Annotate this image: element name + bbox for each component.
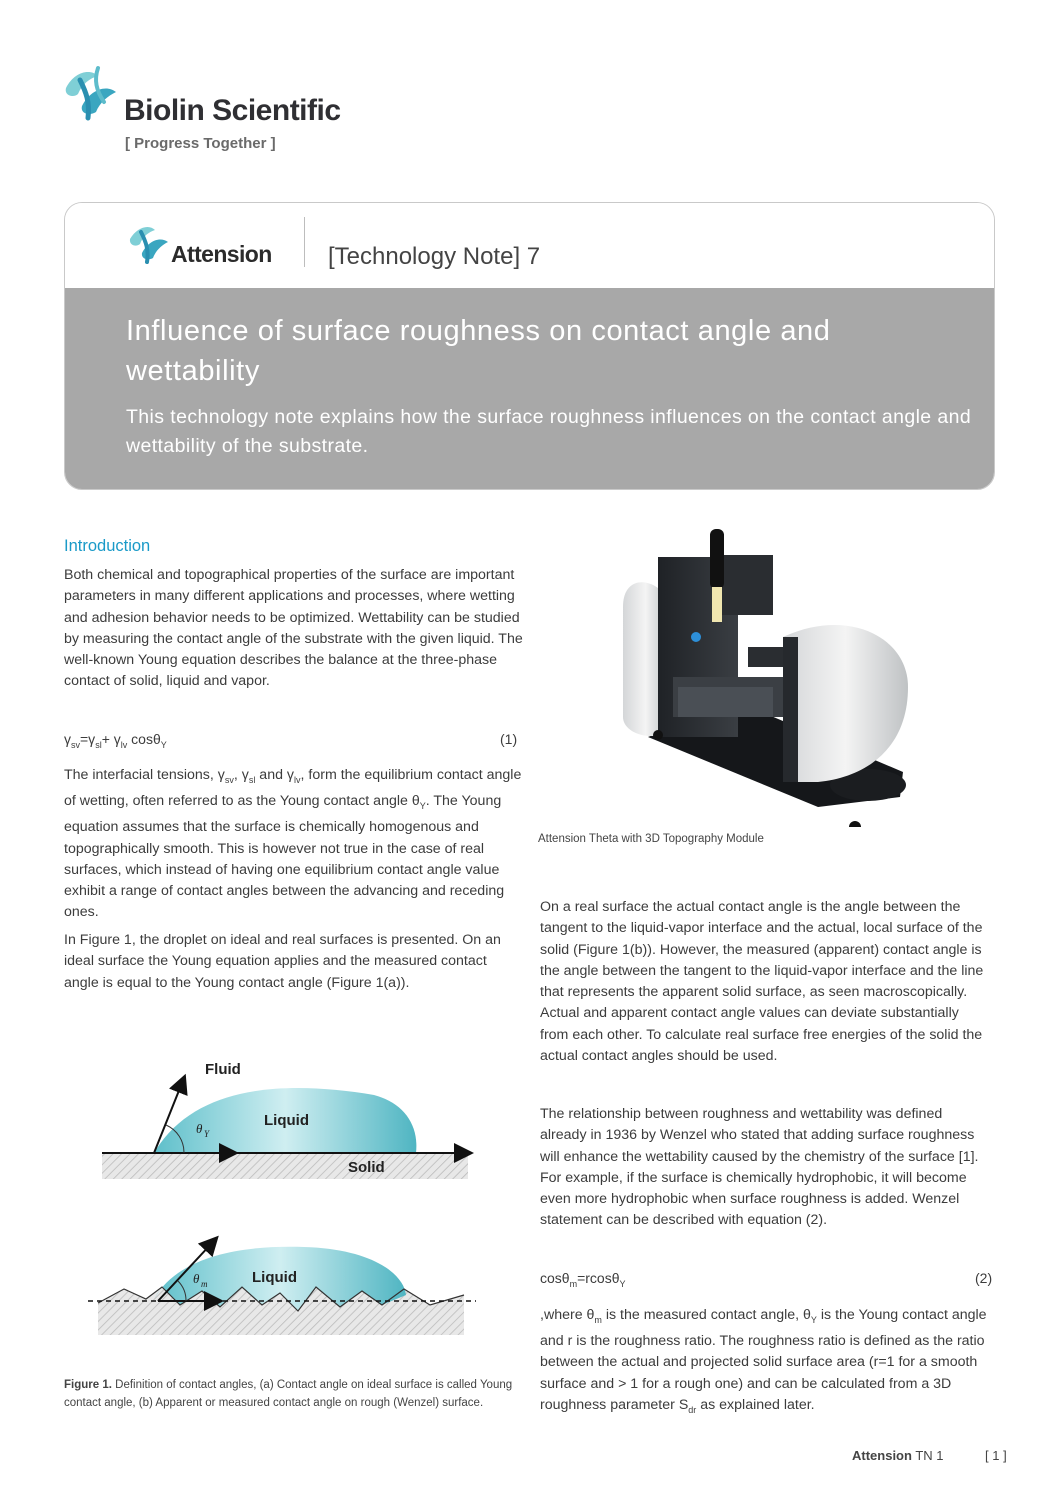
- equation-2: cosθ$_m$=rcosθ$_Y$: [540, 1270, 626, 1289]
- instrument-photo: [618, 527, 910, 827]
- right-paragraph-2: The relationship between roughness and wettability was defined already in 1936 by Wenzel who stated that adding surface roughness will enhance the wettability caused by the chemistry of the surface [1]. For example, if the surface is chemically hydrophobic, it will become even more hydrophobic when surface roughness is added. Wenzel statement can be described with equation (2).: [540, 1106, 979, 1229]
- intro-paragraph-2: The interfacial tensions, $\gamma_{sv}$, $\gamma_{sl}$ and $\gamma_{lv}$, form the equilibrium contact angle of wetting, often referred to as the Young contact angle $\theta_Y$. The Young equation assumes that the surface is chemically homogenous and topographically smooth. This is however not true in the case of real surfaces, which instead of having one equilibrium contact angle value exhibit a range of contact angles between the advancing and receding ones.: [64, 767, 522, 921]
- product-name: Attension: [171, 241, 272, 267]
- label-liquid-b: Liquid: [252, 1269, 297, 1286]
- svg-text:θ: θ: [193, 1271, 200, 1286]
- right-paragraph-1: On a real surface the actual contact angle is the angle between the tangent to the liquid-vapor interface and the actual, local surface of the solid (Figure 1(b)). However, the measured (apparent) contact angle is the angle between the tangent to the liquid-vapor interface and the line that represents the apparent solid surface, as seen macroscopically. Actual and apparent contact angle values can deviate substantially from each other. To calculate real surface free energies of the solid the actual contact angles should be used.: [540, 899, 984, 1065]
- svg-text:m: m: [201, 1279, 208, 1289]
- attension-logo-icon: [127, 219, 173, 265]
- instrument-caption: Attension Theta with 3D Topography Module: [538, 833, 764, 845]
- svg-text:θ: θ: [196, 1121, 203, 1136]
- document-title: Influence of surface roughness on contact angle and wettability: [126, 315, 831, 387]
- header-box: [64, 202, 995, 490]
- biolin-logo-icon: [60, 62, 124, 122]
- footer-page-number: [ 1 ]: [985, 1448, 1007, 1463]
- technology-note-label: [Technology Note] 7: [328, 243, 541, 270]
- figure-contact-angle: [84, 1055, 484, 1350]
- label-liquid-a: Liquid: [264, 1112, 309, 1129]
- right-paragraph-3: ,where $\theta_m$ is the measured contact angle, $\theta_Y$ is the Young contact angle and r is the roughness ratio. The roughness ratio is defined as the ratio between the actual and projected solid surface area (r=1 for a smooth surface and > 1 for a rough one) and can be calculated from a 3D roughness parameter $S_{dr}$ as explained later.: [540, 1307, 987, 1415]
- header-divider: [304, 217, 305, 267]
- svg-text:Y: Y: [204, 1129, 210, 1139]
- figure-caption: Figure 1. Definition of contact angles, (a) Contact angle on ideal surface is called Young contact angle, (b) Apparent or measured contact angle on rough (Wenzel) surface.: [64, 1379, 513, 1409]
- label-fluid: Fluid: [205, 1061, 241, 1078]
- intro-paragraph-3: In Figure 1, the droplet on ideal and real surfaces is presented. On an ideal surface the Young equation applies and the measured contact angle is equal to the Young contact angle (Figure 1(a)).: [64, 932, 501, 991]
- brand-name: Biolin Scientific: [124, 94, 341, 127]
- label-solid: Solid: [348, 1159, 385, 1176]
- equation-1-number: (1): [500, 731, 518, 747]
- header-top: [65, 203, 994, 288]
- intro-paragraph-1: Both chemical and topographical properties of the surface are important parameters in many different applications and processes, where wetting and adhesion behavior needs to be optimized. Wettability can be studied by measuring the contact angle of the substrate with the given liquid. The well-known Young equation describes the balance at the three-phase contact of solid, liquid and vapor.: [64, 567, 523, 690]
- equation-2-number: (2): [975, 1270, 993, 1286]
- document-subtitle: This technology note explains how the surface roughness influences on the contact angle and wettability of the substrate.: [126, 406, 972, 457]
- section-heading-introduction: Introduction: [64, 537, 151, 555]
- equation-1: $\gamma_{sv}=\gamma_{sl}+ \gamma_{lv}$ cosθ$_Y$: [64, 731, 167, 750]
- brand-tagline: [ Progress Together ]: [125, 135, 276, 152]
- footer-doc-label: Attension TN 1: [852, 1448, 944, 1463]
